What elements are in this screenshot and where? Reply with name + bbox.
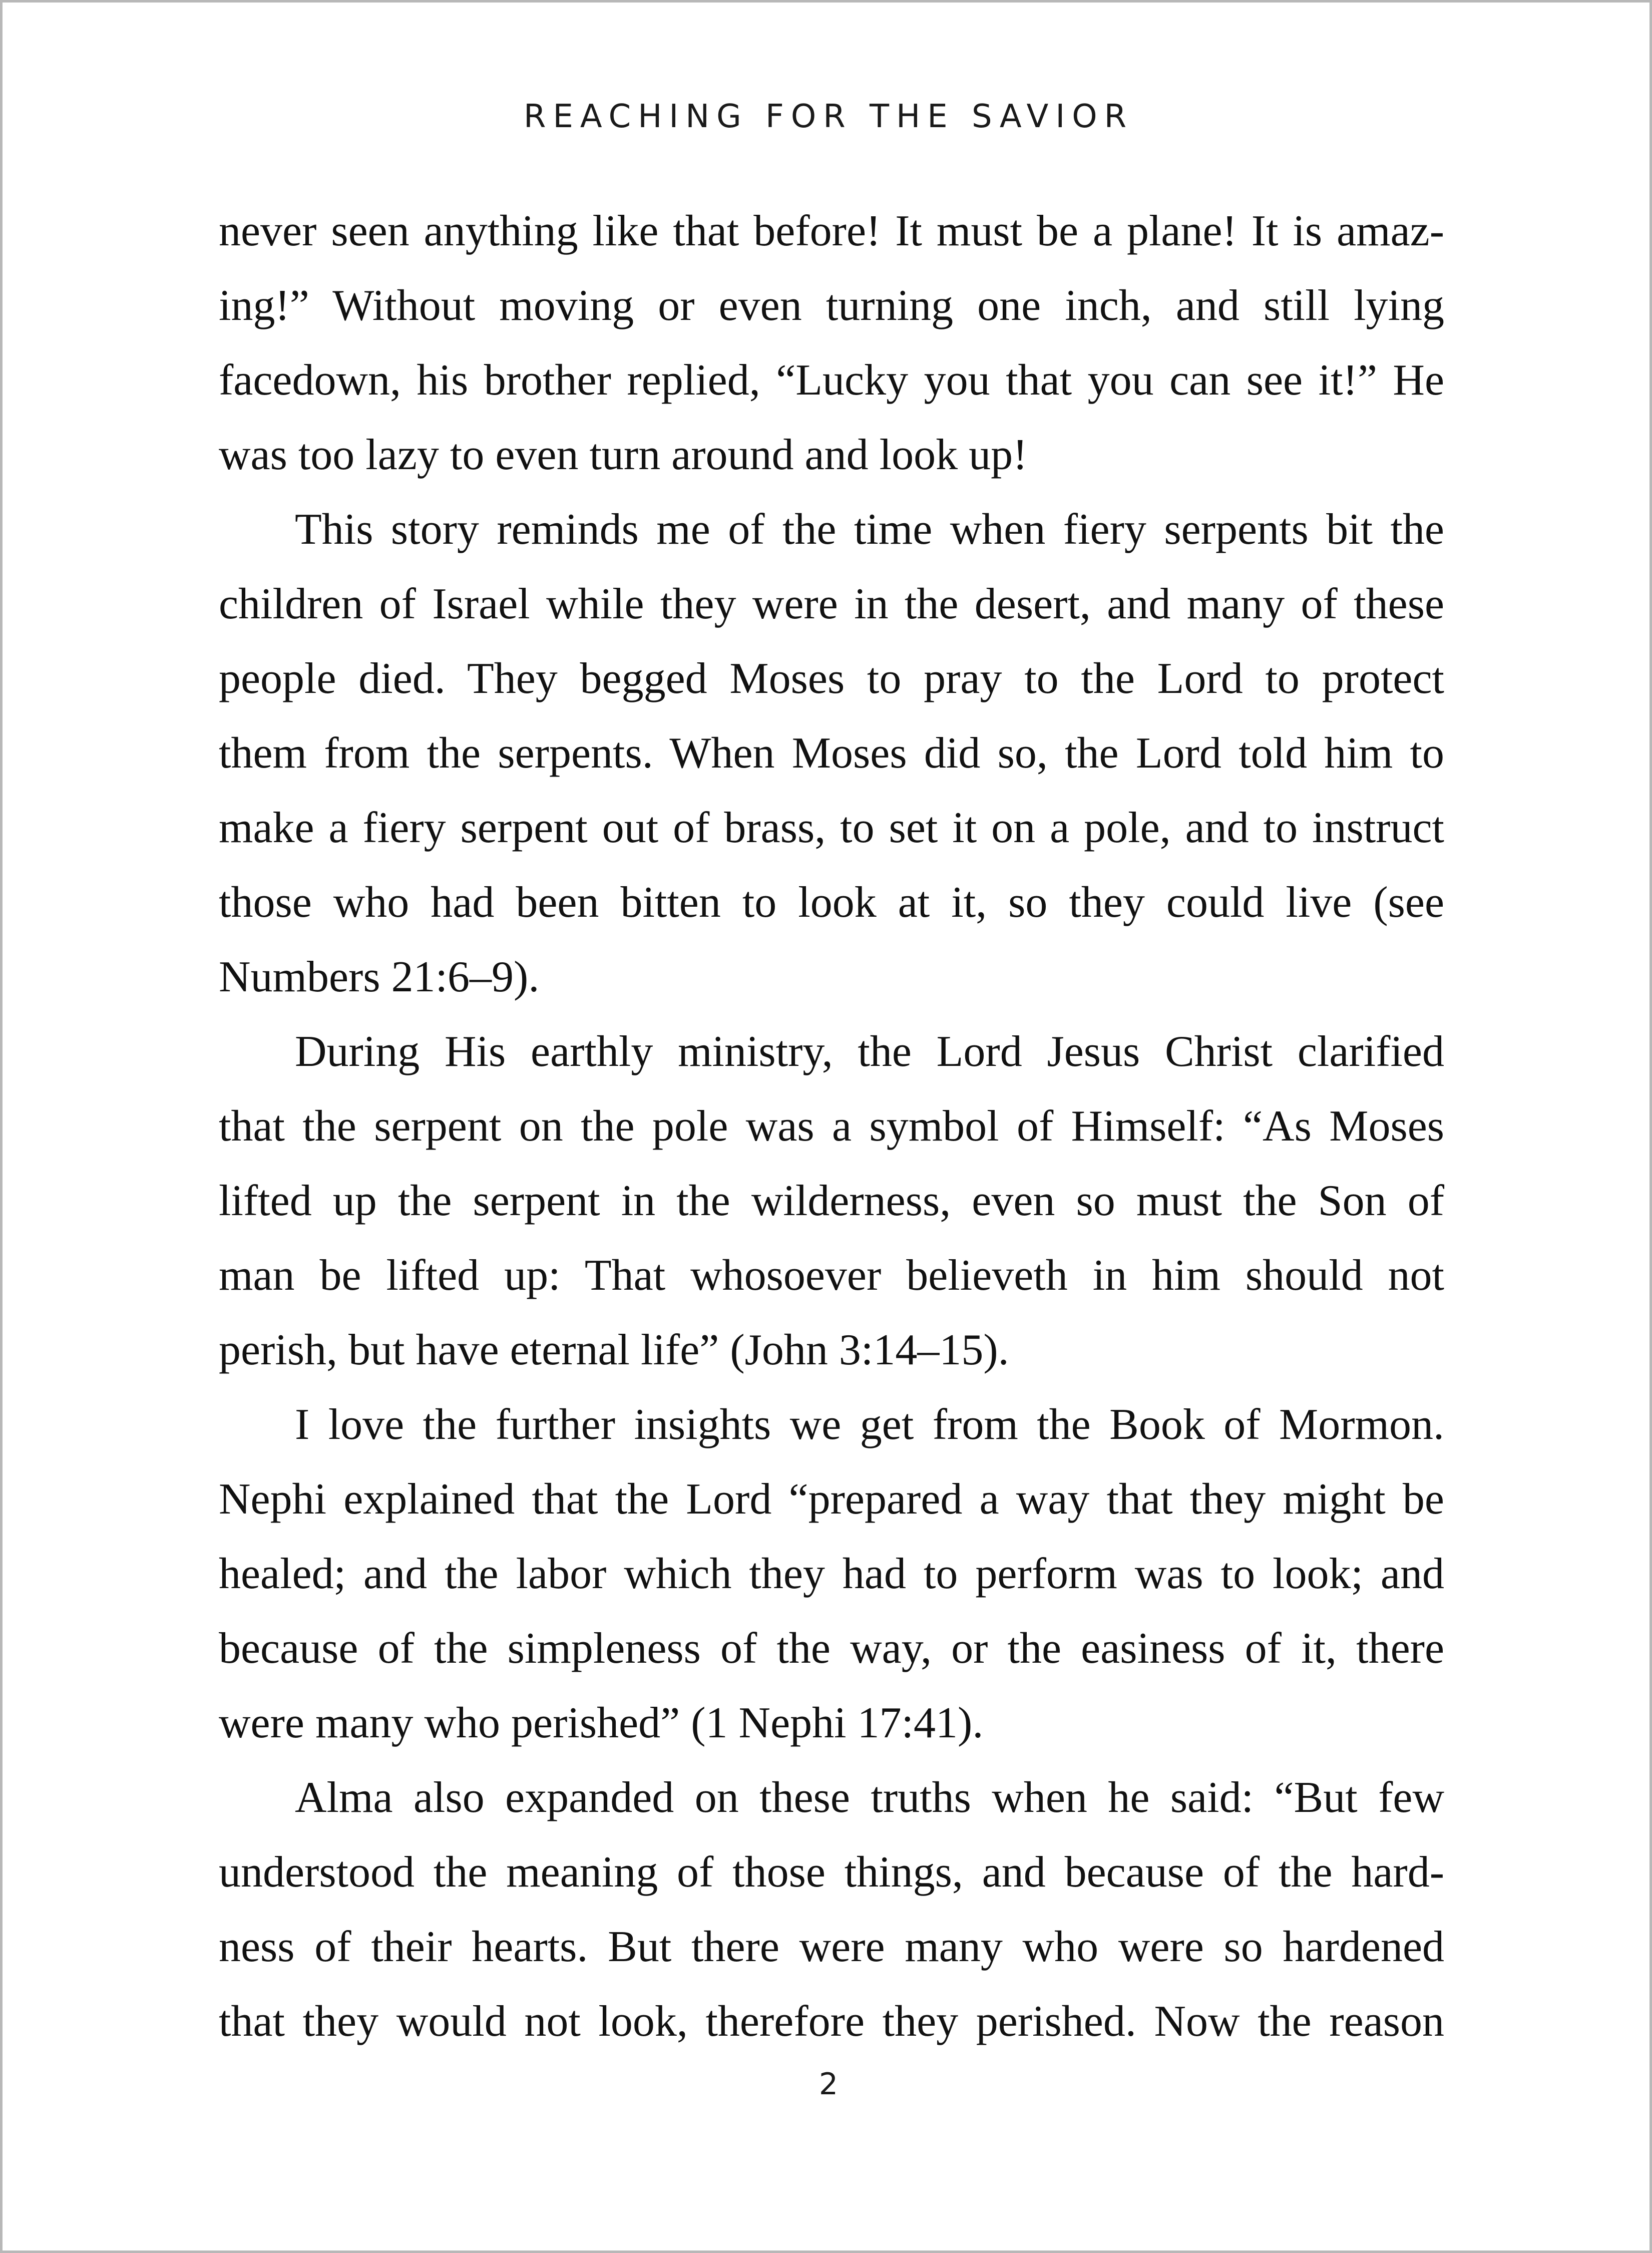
text-line: I love the further insights we get from the Book of Mormon. [295,1400,1444,1449]
text-line: lifted up the serpent in the wilderness, even so must the Son of [219,1177,1444,1225]
text-line: that they would not look, therefore they perished. Now the reason [219,1997,1444,2046]
text-line: Numbers 21:6–9). [219,953,540,1001]
text-line: During His earthly ministry, the Lord Jesus Christ clarified [295,1027,1444,1076]
text-line: ing!” Without moving or even turning one inch, and still lying [219,281,1444,330]
paragraph-5 [219,1760,1444,2059]
paragraph-2 [219,492,1444,1014]
text-line: ness of their hearts. But there were many who were so hardened [219,1923,1444,1971]
text-line: never seen anything like that before! It must be a plane! It is amaz- [219,207,1444,255]
text-line: those who had been bitten to look at it, so they could live (see [219,878,1444,927]
text-line: facedown, his brother replied, “Lucky you that you can see it!” He [219,356,1444,405]
text-line: Alma also expanded on these truths when he said: “But few [295,1773,1444,1822]
paragraph-4 [219,1387,1444,1760]
body-text [219,194,1444,2059]
text-line: Nephi explained that the Lord “prepared a way that they might be [219,1475,1444,1524]
text-line: understood the meaning of those things, and because of the hard- [219,1848,1444,1897]
text-line: This story reminds me of the time when fiery serpents bit the [295,505,1444,554]
text-line: man be lifted up: That whosoever believeth in him should not [219,1251,1444,1300]
text-line: because of the simpleness of the way, or the easiness of it, there [219,1624,1444,1673]
text-line: make a fiery serpent out of brass, to set it on a pole, and to instruct [219,804,1444,852]
running-head-title: REACHING FOR THE SAVIOR [523,98,1134,135]
page-number: 2 [818,2067,839,2102]
text-line: people died. They begged Moses to pray to the Lord to protect [219,654,1444,703]
text-line: children of Israel while they were in the desert, and many of these [219,580,1444,628]
text-line: healed; and the labor which they had to perform was to look; and [219,1550,1444,1598]
text-line: perish, but have eternal life” (John 3:14–15). [219,1326,1009,1374]
text-line: was too lazy to even turn around and look up! [219,431,1028,479]
text-line: that the serpent on the pole was a symbol of Himself: “As Moses [219,1102,1444,1151]
paragraph-3 [219,1014,1444,1387]
text-line: them from the serpents. When Moses did so, the Lord told him to [219,729,1444,778]
text-line: were many who perished” (1 Nephi 17:41). [219,1699,984,1747]
paragraph-1 [219,194,1444,492]
